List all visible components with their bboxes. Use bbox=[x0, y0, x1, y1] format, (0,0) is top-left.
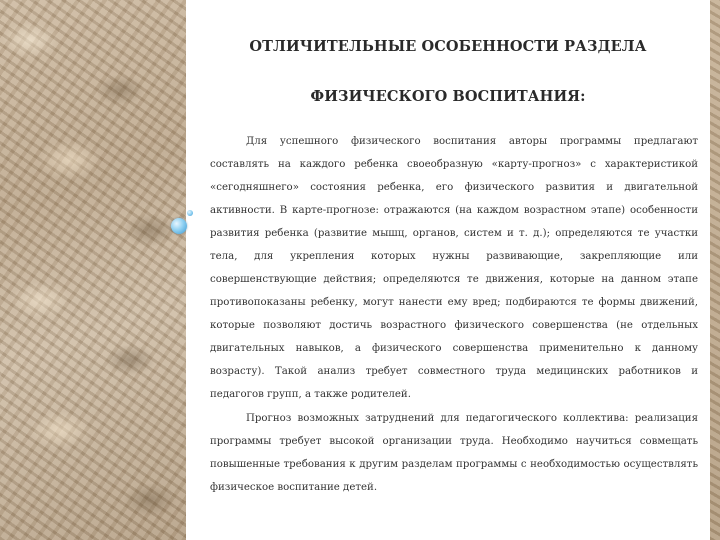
slide-title-line-2: ФИЗИЧЕСКОГО ВОСПИТАНИЯ: bbox=[310, 88, 586, 105]
body-paragraph-2: Прогноз возможных затруднений для педагогического коллектива: реализация программы требует высокой организации труда. Необходимо научиться совмещать повышенные требования к другим разделам программы с необходимостью осуществлять физическое воспитание детей. bbox=[210, 413, 698, 493]
crumpled-paper-edge bbox=[710, 0, 720, 540]
slide-title-line-1: ОТЛИЧИТЕЛЬНЫЕ ОСОБЕННОСТИ РАЗДЕЛА bbox=[249, 38, 647, 55]
body-paragraph-1: Для успешного физического воспитания авторы программы предлагают составлять на каждого ребенка своеобразную «карту-прогноз» с характеристикой «сегодняшнего» состояния ребенка, его физического развития и двигательной активности. В карте-прогнозе: отражаются (на каждом возрастном этапе) особенности развития ребенка (развитие мышц, органов, систем и т. д.); определяются те участки тела, для укрепления которых нужны развивающие, закрепляющие или совершенствующие действия; определяются те движения, которые на данном этапе противопоказаны ребенку, могут нанести ему вред; подбираются те формы движений, которые позволяют достичь возрастного физического совершенства (не отдельных двигательных навыков, а физического совершенства применительно к данному возрасту). Такой анализ требует совместного труда медицинских работников и педагогов групп, а также родителей. bbox=[210, 136, 698, 400]
bubble-icon bbox=[171, 218, 187, 234]
crumpled-paper-background bbox=[0, 0, 186, 540]
small-bubble-icon bbox=[187, 210, 193, 216]
